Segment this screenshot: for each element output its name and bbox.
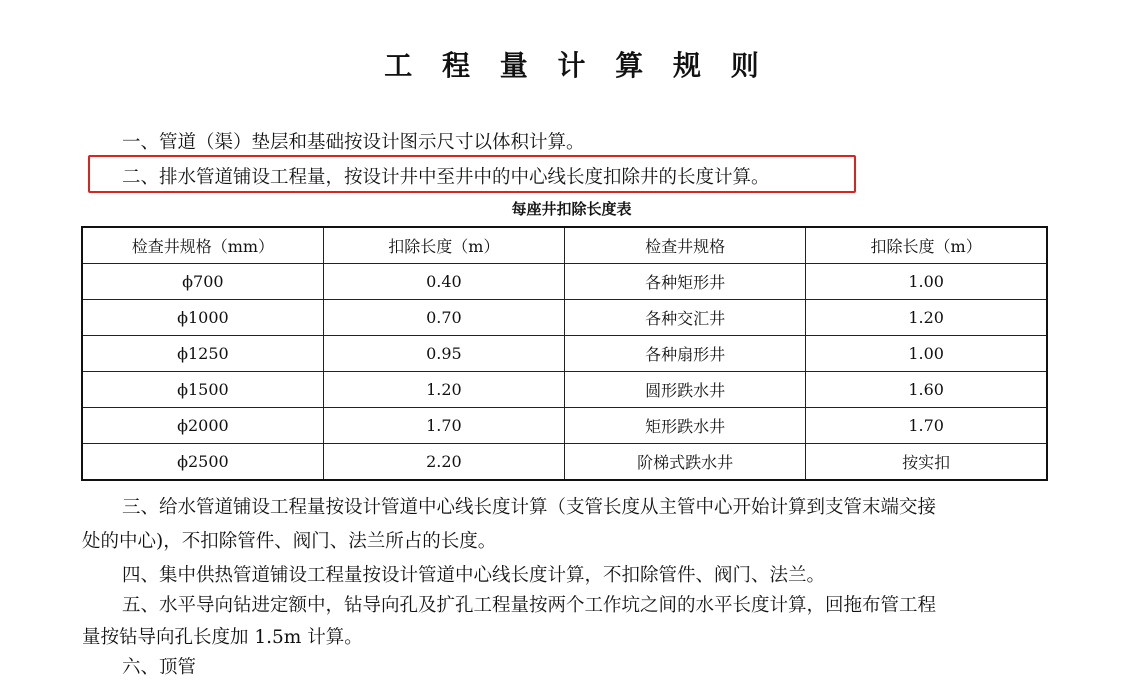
page-title: 工 程 量 计 算 规 则 xyxy=(384,49,769,82)
table-row xyxy=(82,444,1047,481)
table-cell: ϕ1000 xyxy=(82,300,323,336)
header-cell: 检查井规格 xyxy=(565,227,806,264)
table-caption: 每座井扣除长度表 xyxy=(511,200,632,218)
table-cell: ϕ1500 xyxy=(82,372,323,408)
table-cell: 1.20 xyxy=(806,300,1047,336)
paragraph-3-line-1: 三、给水管道铺设工程量按设计管道中心线长度计算（支管长度从主管中心开始计算到支管末端交接 xyxy=(122,497,937,518)
table-cell: 按实扣 xyxy=(806,444,1047,481)
table-cell: 1.00 xyxy=(806,336,1047,372)
paragraph-6: 六、顶管 xyxy=(122,657,197,678)
header-cell: 扣除长度（m） xyxy=(323,227,564,264)
table-row xyxy=(82,264,1047,300)
deduction-table xyxy=(81,226,1048,481)
table-cell: 1.70 xyxy=(323,408,564,444)
header-cell: 扣除长度（m） xyxy=(806,227,1047,264)
paragraph-3-line-2: 处的中心)，不扣除管件、阀门、法兰所占的长度。 xyxy=(82,531,497,552)
table-cell: 2.20 xyxy=(323,444,564,481)
table-row xyxy=(82,372,1047,408)
table-cell: ϕ700 xyxy=(82,264,323,300)
paragraph-2: 二、排水管道铺设工程量，按设计井中至井中的中心线长度扣除井的长度计算。 xyxy=(122,167,770,188)
table-header-row xyxy=(82,227,1047,264)
table-cell: ϕ2500 xyxy=(82,444,323,481)
table-cell: 1.20 xyxy=(323,372,564,408)
table-cell: 阶梯式跌水井 xyxy=(565,444,806,481)
table-cell: 各种交汇井 xyxy=(565,300,806,336)
table-cell: 1.70 xyxy=(806,408,1047,444)
table-row xyxy=(82,408,1047,444)
paragraph-1: 一、管道（渠）垫层和基础按设计图示尺寸以体积计算。 xyxy=(122,132,585,153)
table-row xyxy=(82,300,1047,336)
table-cell: 矩形跌水井 xyxy=(565,408,806,444)
paragraph-5-line-2: 量按钻导向孔长度加 1.5m 计算。 xyxy=(82,627,363,648)
table-cell: 各种扇形井 xyxy=(565,336,806,372)
table-cell: 0.40 xyxy=(323,264,564,300)
table-cell: 0.95 xyxy=(323,336,564,372)
table-cell: 0.70 xyxy=(323,300,564,336)
table-cell: 圆形跌水井 xyxy=(565,372,806,408)
header-cell: 检查井规格（mm） xyxy=(82,227,323,264)
table-cell: 各种矩形井 xyxy=(565,264,806,300)
table-cell: ϕ1250 xyxy=(82,336,323,372)
table-cell: 1.00 xyxy=(806,264,1047,300)
table-row xyxy=(82,336,1047,372)
table-cell: ϕ2000 xyxy=(82,408,323,444)
table-cell: 1.60 xyxy=(806,372,1047,408)
paragraph-4: 四、集中供热管道铺设工程量按设计管道中心线长度计算，不扣除管件、阀门、法兰。 xyxy=(122,565,826,586)
paragraph-5-line-1: 五、水平导向钻进定额中，钻导向孔及扩孔工程量按两个工作坑之间的水平长度计算，回拖布管工程 xyxy=(122,595,937,616)
